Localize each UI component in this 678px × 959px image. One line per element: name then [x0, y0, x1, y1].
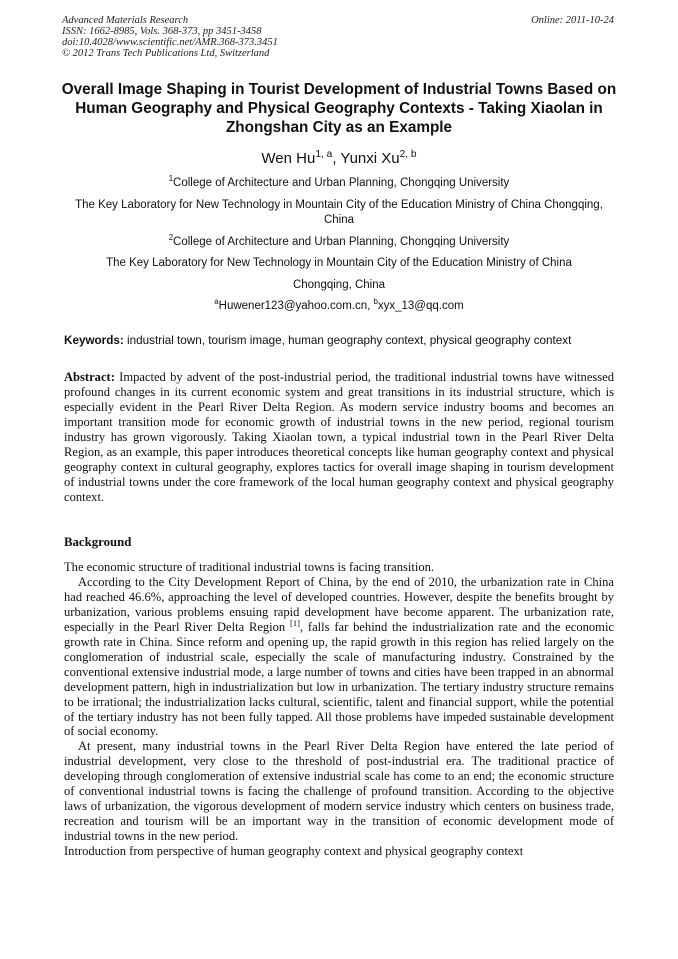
affiliation-line: The Key Laboratory for New Technology in Mountain City of the Education Ministry of China [106, 257, 572, 269]
paragraph: The economic structure of traditional industrial towns is facing transition. [64, 560, 435, 574]
author-superscript: 1, a [315, 149, 333, 160]
keywords-text: industrial town, tourism image, human geography context, physical geography context [123, 334, 572, 347]
paragraph: According to the City Development Report of China, by the end of 2010, the urbanization rate in China had reached 46.6%, approaching the level of developed countries. However, despite the benefits brought by urbanization, various problems ensuing rapid development have become apparent. The urbanization rate, especially in the Pearl River Delta Region [1], falls far behind the industrialization rate and the economic growth rate in China. Since reform and opening up, the rapid growth in this region has relied largely on the conglomeration of industrial scale, especially the scale of manufacturing industry. Constrained by the conventional extensive industrial mode, a large number of towns and cities have been trapped in an abnormal development pattern, high in industrialization but low in urbanization. The tertiary industry structure remains to be irrational; the industrialization lacks cultural, scientific, talent and financial support, while the potential of the tertiary industry has not been fully tapped. All those problems have impeded sustainable development of social economy. [64, 574, 614, 739]
author-superscript: 2, b [399, 149, 417, 160]
email-superscript: a [214, 297, 219, 307]
copyright-line: © 2012 Trans Tech Publications Ltd, Switzerland [62, 48, 270, 59]
abstract [64, 370, 614, 505]
paragraph: At present, many industrial towns in the Pearl River Delta Region have entered the late period of industrial development, very close to the threshold of post-industrial era. The traditional practice of developing through conglomeration of extensive industrial scale has come to an end; the economic structure of conventional industrial towns is facing the challenge of profound transition. According to the objective laws of urbanization, the vigorous development of modern service industry which centers on business trade, recreation and tourism will be an important way in the transition of economic development mode of industrial towns in the new period. [64, 739, 614, 844]
affiliation-line: Chongqing, China [292, 278, 386, 291]
online-date: Online: 2011-10-24 [531, 15, 614, 26]
affiliation-line: $^2$College of Architecture and Urban Planning, Chongqing University [168, 232, 510, 248]
author-line [40, 150, 638, 168]
author-name: Yunxi Xu [340, 150, 400, 167]
keywords [64, 333, 614, 348]
issn-line: ISSN: 1662-8985, Vols. 368-373, pp 3451-3458 [62, 26, 262, 37]
email-line [60, 299, 618, 315]
keywords-label: Keywords: [64, 334, 124, 347]
email-superscript: b [373, 297, 378, 307]
affiliations [60, 176, 618, 315]
doi-line: doi:10.4028/www.scientific.net/AMR.368-373.3451 [62, 37, 278, 48]
affiliation-superscript: 1 [168, 174, 174, 184]
author-separator: , [332, 150, 341, 167]
paper-title: Overall Image Shaping in Tourist Development of Industrial Towns Based on Human Geography and Physical Geography Contexts - Taking Xiaolan in Zhongshan City as an Example [61, 81, 617, 136]
abstract-text: Impacted by advent of the post-industrial period, the traditional industrial towns have witnessed profound changes in its current economic system and great transitions in its industrial structure, which is especially evident in the Pearl River Delta Region. As modern service industry booms and becomes an important transition mode for economic growth of industrial towns in the new period, regional tourism industry has grown vigorously. Taking Xiaolan town, a typical industrial town in the Pearl River Delta Region, as an example, this paper introduces theoretical concepts like human geography context and physical geography context in cultural geography, explores tactics for overall image shaping in tourism development of industrial towns under the core framework of the local human geography context and physical geography context. [64, 370, 614, 504]
email-address: Huwener123@yahoo.com.cn, [218, 300, 374, 312]
paragraph: Introduction from perspective of human geography context and physical geography context [64, 844, 524, 859]
journal-name: Advanced Materials Research [62, 15, 189, 26]
journal-header [62, 15, 614, 59]
affiliation-line: The Key Laboratory for New Technology in Mountain City of the Education Ministry of China Chongqing, China [75, 198, 603, 226]
background-section [64, 560, 614, 859]
citation: [1] [290, 617, 300, 628]
abstract-label: Abstract: [64, 370, 115, 384]
section-heading: Background [64, 535, 132, 549]
email-address: xyx_13@qq.com [377, 300, 464, 312]
affiliation-line: $^1$College of Architecture and Urban Planning, Chongqing University [168, 174, 510, 189]
affiliation-superscript: 2 [168, 232, 174, 242]
author-name: Wen Hu [261, 150, 316, 167]
